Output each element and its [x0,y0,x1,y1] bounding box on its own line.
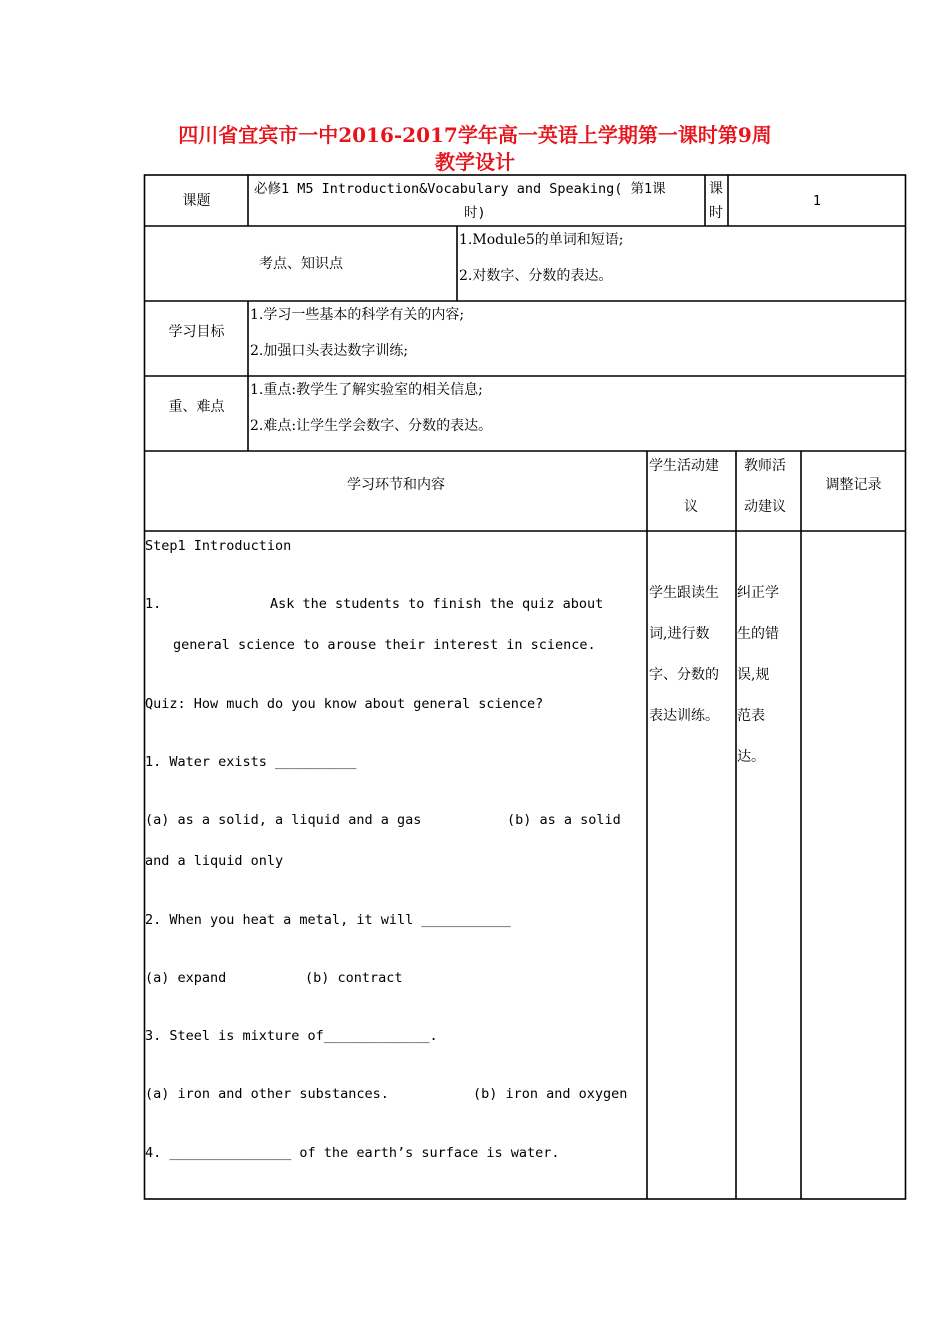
quiz-question-2-option-b: (b) contract [305,970,403,986]
teacher-activity-line: 误,规 [737,667,770,683]
content-header: 学习环节和内容 [347,477,445,493]
quiz-question-2-option-a: (a) expand [145,970,227,986]
title-line-1: 四川省宜宾市一中2016-2017学年高一英语上学期第一课时第9周 [178,123,772,147]
teacher-activity-line: 达。 [737,749,765,765]
step-heading: Step1 Introduction [145,538,292,554]
teacher-activity-header-line-2: 动建议 [744,499,786,515]
quiz-question-1: 1. Water exists __________ [145,754,357,770]
document-title [100,122,850,176]
item-1-line-2: general science to arouse their interest in science. [173,637,596,653]
topic-text-line-2: 时) [464,205,486,221]
period-label [706,177,728,225]
student-activity-header [648,452,736,531]
teacher-activity-line: 纠正学 [737,585,779,601]
key-point-2: 2.难点:让学生学会数字、分数的表达。 [250,418,493,434]
student-activity-content [648,532,736,1198]
adjustment-content [802,532,905,1198]
knowledge-point-2: 2.对数字、分数的表达。 [459,268,613,284]
lesson-content [145,532,647,1198]
quiz-question-3: 3. Steel is mixture of_____________. [145,1028,438,1044]
topic-cell [250,177,705,225]
quiz-question-2: 2. When you heat a metal, it will ___________ [145,912,511,928]
learning-goals-content [249,302,905,376]
teacher-activity-header [737,452,801,531]
quiz-question-3-option-a: (a) iron and other substances. [145,1086,389,1102]
item-1-line-1: Ask the students to finish the quiz about [270,596,604,612]
student-activity-header-line-1: 学生活动建 [649,458,719,474]
knowledge-points-content [458,227,905,301]
quiz-heading: Quiz: How much do you know about general science? [145,696,544,712]
learning-goal-2: 2.加强口头表达数字训练; [250,343,409,359]
quiz-question-1-option-a: (a) as a solid, a liquid and a gas [145,812,422,828]
learning-goal-1: 1.学习一些基本的科学有关的内容; [250,307,465,323]
student-activity-line: 字、分数的 [649,667,719,683]
knowledge-points-label: 考点、知识点 [259,256,343,272]
quiz-question-3-option-b: (b) iron and oxygen [473,1086,628,1102]
adjustment-header: 调整记录 [825,477,882,493]
item-1-number: 1. [145,596,162,612]
student-activity-header-line-2: 议 [684,499,698,515]
key-points-label: 重、难点 [168,399,225,415]
period-value: 1 [812,193,822,209]
topic-text-line-1: 必修1 M5 Introduction&Vocabulary and Speaking( 第1课 [254,181,666,197]
period-label-char-2: 时 [709,205,723,221]
teacher-activity-content [737,532,801,1198]
key-points-content [249,377,905,451]
knowledge-point-1: 1.Module5的单词和短语; [459,232,624,248]
title-line-2: 教学设计 [435,150,515,174]
quiz-question-1-option-b-cont: and a liquid only [145,853,284,869]
period-label-char-1: 课 [709,181,723,197]
quiz-question-1-option-b: (b) as a solid [507,812,621,828]
student-activity-line: 词,进行数 [649,626,710,642]
teacher-activity-line: 范表 [737,708,765,724]
topic-label: 课题 [182,193,211,209]
student-activity-line: 表达训练。 [649,708,719,724]
student-activity-line: 学生跟读生 [649,585,719,601]
teacher-activity-line: 生的错 [737,626,779,642]
teacher-activity-header-line-1: 教师活 [744,458,786,474]
learning-goals-label: 学习目标 [168,324,225,340]
key-point-1: 1.重点:教学生了解实验室的相关信息; [250,382,483,398]
quiz-question-4: 4. _______________ of the earth’s surface is water. [145,1145,560,1161]
